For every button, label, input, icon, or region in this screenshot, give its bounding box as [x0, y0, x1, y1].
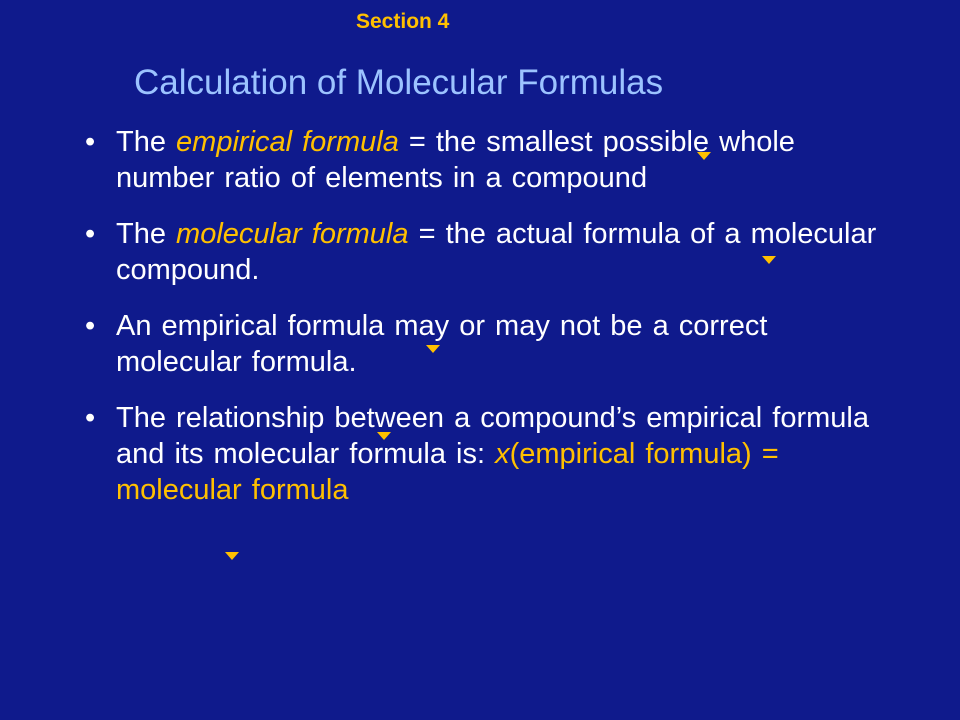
term-molecular-formula: molecular formula	[176, 218, 409, 250]
bullet-icon: •	[85, 310, 96, 342]
down-triangle-marker-icon	[377, 432, 391, 440]
bullet-text: An empirical formula may or may not be a correct molecular formula.	[116, 310, 768, 378]
bullet-relationship	[78, 400, 878, 508]
bullet-empirical-vs-molecular	[78, 308, 878, 380]
bullet-text-prefix: The	[116, 126, 177, 158]
down-triangle-marker-icon	[697, 152, 711, 160]
bullet-text: = the smallest possible whole number ratio of elements in a compound	[116, 126, 795, 194]
bullet-icon: •	[85, 126, 96, 158]
bullet-empirical-definition	[78, 124, 878, 196]
formula-variable-x: x	[495, 438, 510, 470]
bullet-text: = the actual formula of a molecular compound.	[116, 218, 877, 286]
bullet-icon: •	[85, 218, 96, 250]
bullet-text: The relationship between a compound’s empirical formula and its molecular formula is:	[116, 402, 869, 470]
section-label: Section 4	[356, 10, 450, 33]
down-triangle-marker-icon	[762, 256, 776, 264]
down-triangle-marker-icon	[225, 552, 239, 560]
bullet-molecular-definition	[78, 216, 878, 288]
bullet-list	[78, 124, 878, 528]
term-empirical-formula: empirical formula	[176, 126, 399, 158]
slide-title: Calculation of Molecular Formulas	[134, 63, 664, 102]
down-triangle-marker-icon	[426, 345, 440, 353]
relationship-formula: (empirical formula) = molecular formula	[116, 438, 779, 506]
bullet-icon: •	[85, 402, 96, 434]
bullet-text-prefix: The	[116, 218, 177, 250]
